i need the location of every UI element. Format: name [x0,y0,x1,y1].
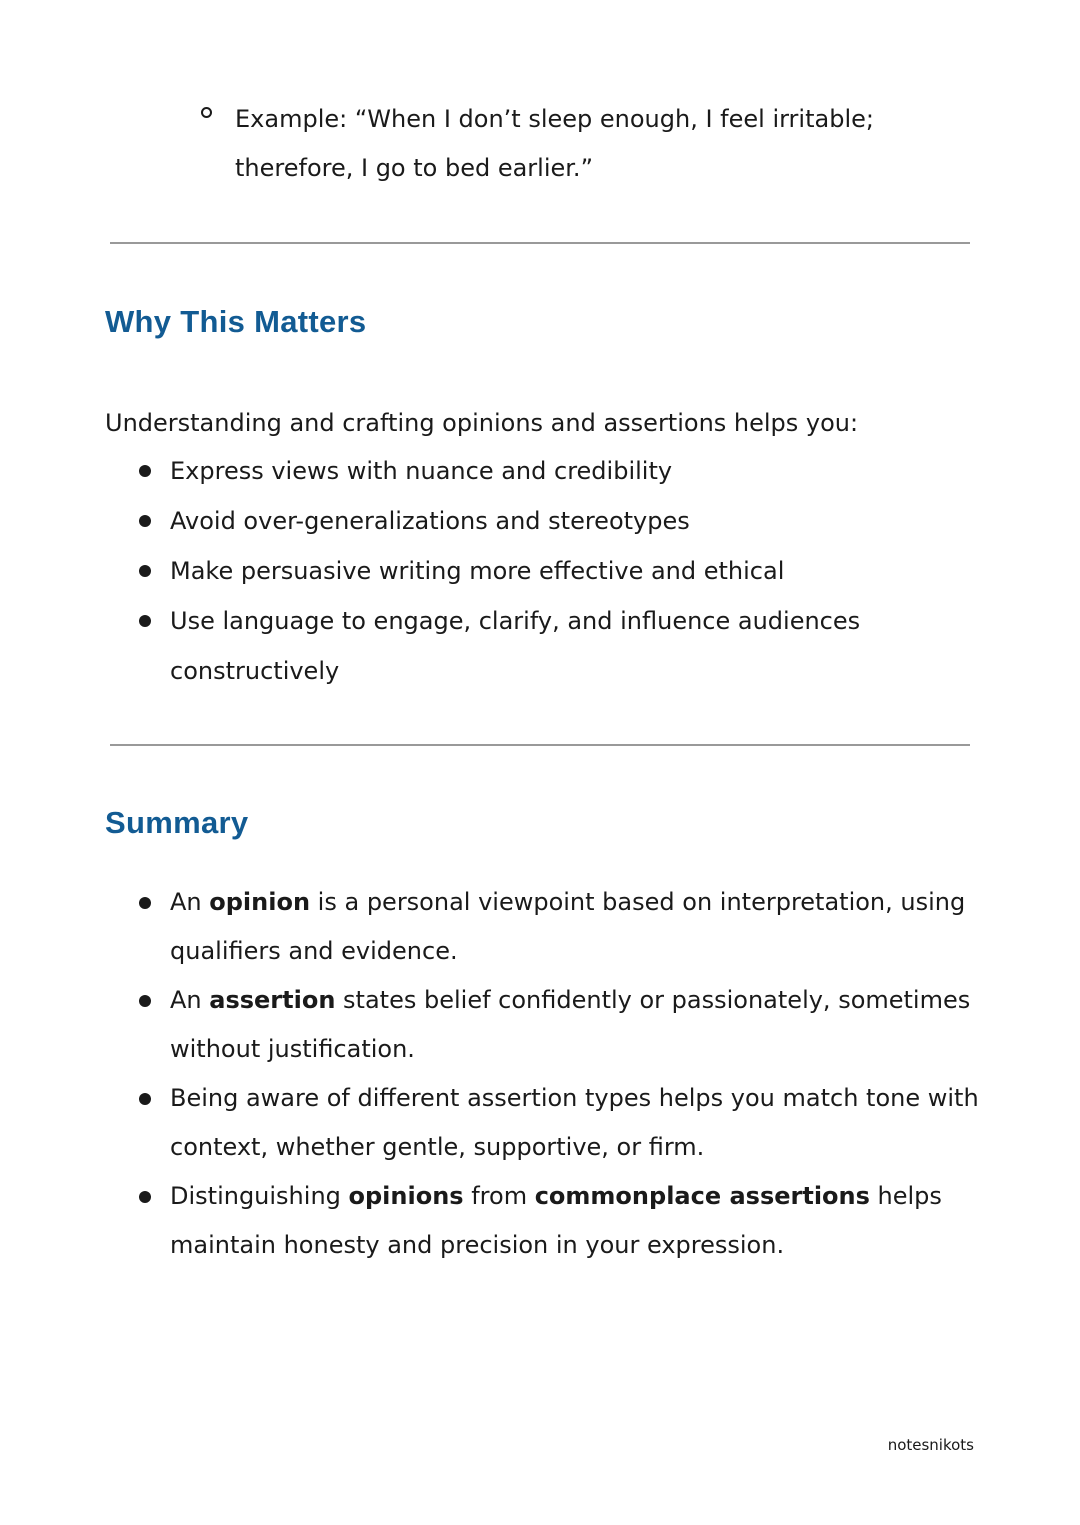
list-item [0,496,980,546]
why-this-matters-intro: Understanding and crafting opinions and assertions helps you: [105,409,859,437]
bullet-dot-icon [139,1191,151,1203]
bold-term: assertion [209,986,336,1014]
bold-term: commonplace assertions [534,1182,870,1210]
bold-term: opinions [348,1182,464,1210]
summary-heading: Summary [105,805,249,840]
why-this-matters-heading: Why This Matters [105,304,367,339]
summary-list [0,878,980,1270]
bold-term: opinion [209,888,311,916]
hollow-bullet-icon [201,107,212,118]
list-item-text: Make persuasive writing more effective and ethical [170,557,785,585]
bullet-dot-icon [139,1093,151,1105]
list-item-text: Being aware of different assertion types helps you match tone with context, whether gentle, supportive, or firm. [170,1084,979,1161]
example-sub-item: Example: “When I don’t sleep enough, I feel irritable; therefore, I go to bed earlier.” [235,105,874,182]
bullet-dot-icon [139,897,151,909]
divider-middle [110,744,970,746]
footer-brand: notesnikots [887,1436,974,1454]
list-item-text: Distinguishing opinions from commonplace assertions helps maintain honesty and precision in your expression. [170,1182,942,1259]
list-item-text: Use language to engage, clarify, and influence audiences constructively [170,607,861,685]
list-item-text: Avoid over-generalizations and stereotypes [170,507,690,535]
list-item [0,446,980,496]
divider-top [110,242,970,244]
list-item-text: An opinion is a personal viewpoint based on interpretation, using qualifiers and evidence. [170,888,966,965]
list-item [0,596,980,696]
list-item-text: Express views with nuance and credibility [170,457,673,485]
list-item [0,976,980,1074]
list-item-text: An assertion states belief confidently or passionately, sometimes without justification. [170,986,971,1063]
why-this-matters-list [0,446,980,696]
list-item [0,546,980,596]
list-item [0,1074,980,1172]
bullet-dot-icon [139,465,151,477]
list-item [0,878,980,976]
bullet-dot-icon [139,995,151,1007]
bullet-dot-icon [139,565,151,577]
list-item [0,1172,980,1270]
bullet-dot-icon [139,615,151,627]
bullet-dot-icon [139,515,151,527]
